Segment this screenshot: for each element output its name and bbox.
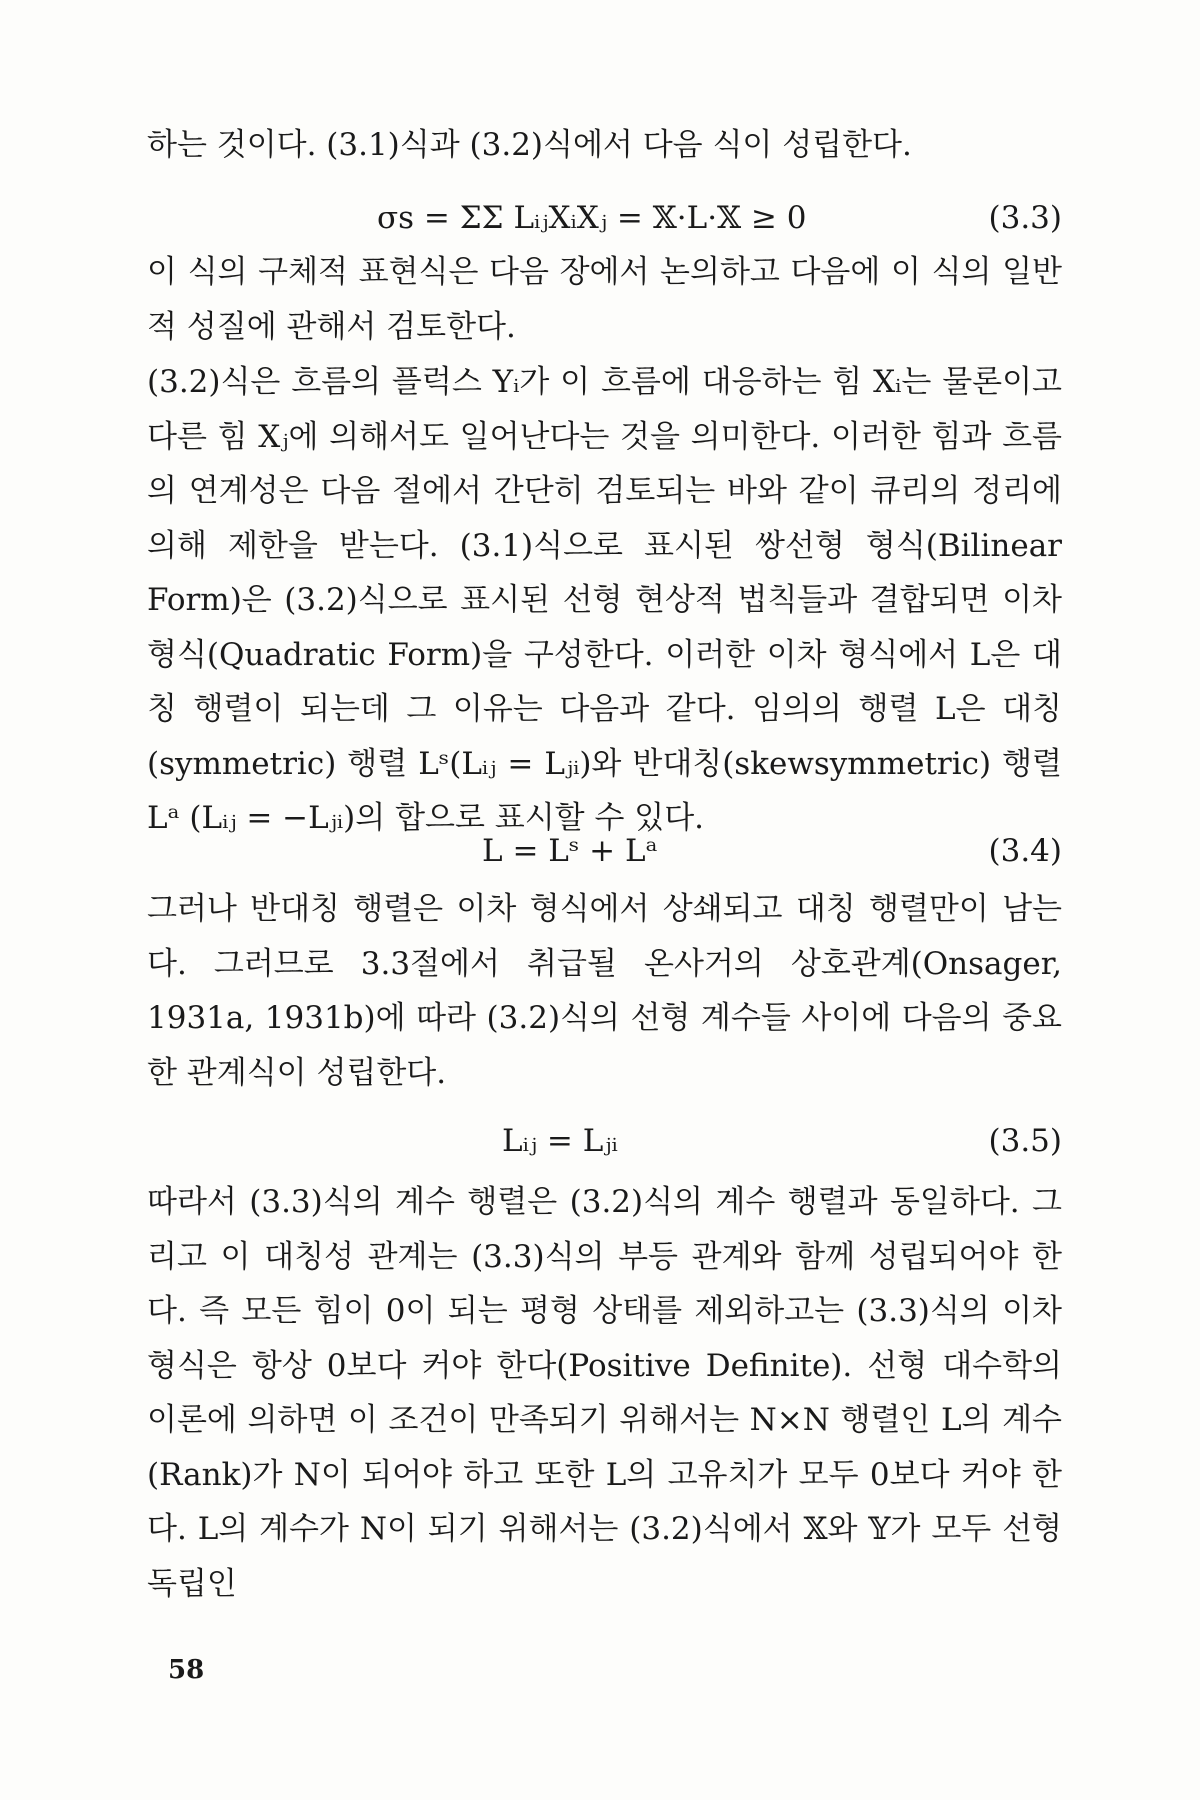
equation-3-4-expr: L = Lˢ + Lᵃ bbox=[482, 833, 658, 869]
paragraph-2: 이 식의 구체적 표현식은 다음 장에서 논의하고 다음에 이 식의 일반적 성질에 관해서 검토한다. bbox=[147, 254, 1062, 345]
equation-3-4-number: (3.4) bbox=[988, 833, 1062, 869]
paragraph-4: 그러나 반대칭 행렬은 이차 형식에서 상쇄되고 대칭 행렬만이 남는다. 그러므로 3.3절에서 취급될 온사거의 상호관계(Onsager, 1931a, 1931b)에 따라 (3.2)식의 선형 계수들 사이에 다음의 중요한 관계식이 성립한다. bbox=[147, 891, 1062, 1091]
paragraph-5: 따라서 (3.3)식의 계수 행렬은 (3.2)식의 계수 행렬과 동일하다. 그리고 이 대칭성 관계는 (3.3)식의 부등 관계와 함께 성립되어야 한다. 즉 모든 힘이 0이 되는 평형 상태를 제외하고는 (3.3)식의 이차 형식은 항상 0보다 커야 한다(Positive Definite). 선형 대수학의 이론에 의하면 이 조건이 만족되기 위해서는 N×N 행렬인 L의 계수(Rank)가 N이 되어야 하고 또한 L의 고유치가 모두 0보다 커야 한다. L의 계수가 N이 되기 위해서는 (3.2)식에서 𝕏와 𝕐가 모두 선형 독립인 bbox=[147, 1184, 1062, 1602]
equation-3-3-expr: σs = ΣΣ LᵢⱼXᵢXⱼ = 𝕏·L·𝕏 ≥ 0 bbox=[377, 200, 807, 236]
equation-3-5 bbox=[147, 1116, 1062, 1166]
equation-3-5-number: (3.5) bbox=[988, 1123, 1062, 1159]
equation-3-3 bbox=[147, 193, 1062, 243]
paragraph-3: (3.2)식은 흐름의 플럭스 Yᵢ가 이 흐름에 대응하는 힘 Xᵢ는 물론이고 다른 힘 Xⱼ에 의해서도 일어난다는 것을 의미한다. 이러한 힘과 흐름의 연계성은 다음 절에서 간단히 검토되는 바와 같이 큐리의 정리에 의해 제한을 받는다. (3.1)식으로 표시된 쌍선형 형식(Bilinear Form)은 (3.2)식으로 표시된 선형 현상적 법칙들과 결합되면 이차 형식(Quadratic Form)을 구성한다. 이러한 이차 형식에서 L은 대칭 행렬이 되는데 그 이유는 다음과 같다. 임의의 행렬 L은 대칭(symmetric) 행렬 Lˢ(Lᵢⱼ = Lⱼᵢ)와 반대칭(skewsymmetric) 행렬 Lᵃ (Lᵢⱼ = −Lⱼᵢ)의 합으로 표시할 수 있다. bbox=[147, 364, 1062, 836]
equation-3-4 bbox=[147, 826, 1062, 876]
equation-3-5-expr: Lᵢⱼ = Lⱼᵢ bbox=[502, 1123, 618, 1159]
page-number: 58 bbox=[168, 1655, 205, 1685]
paragraph-1: 하는 것이다. (3.1)식과 (3.2)식에서 다음 식이 성립한다. bbox=[147, 127, 912, 163]
equation-3-3-number: (3.3) bbox=[988, 200, 1062, 236]
